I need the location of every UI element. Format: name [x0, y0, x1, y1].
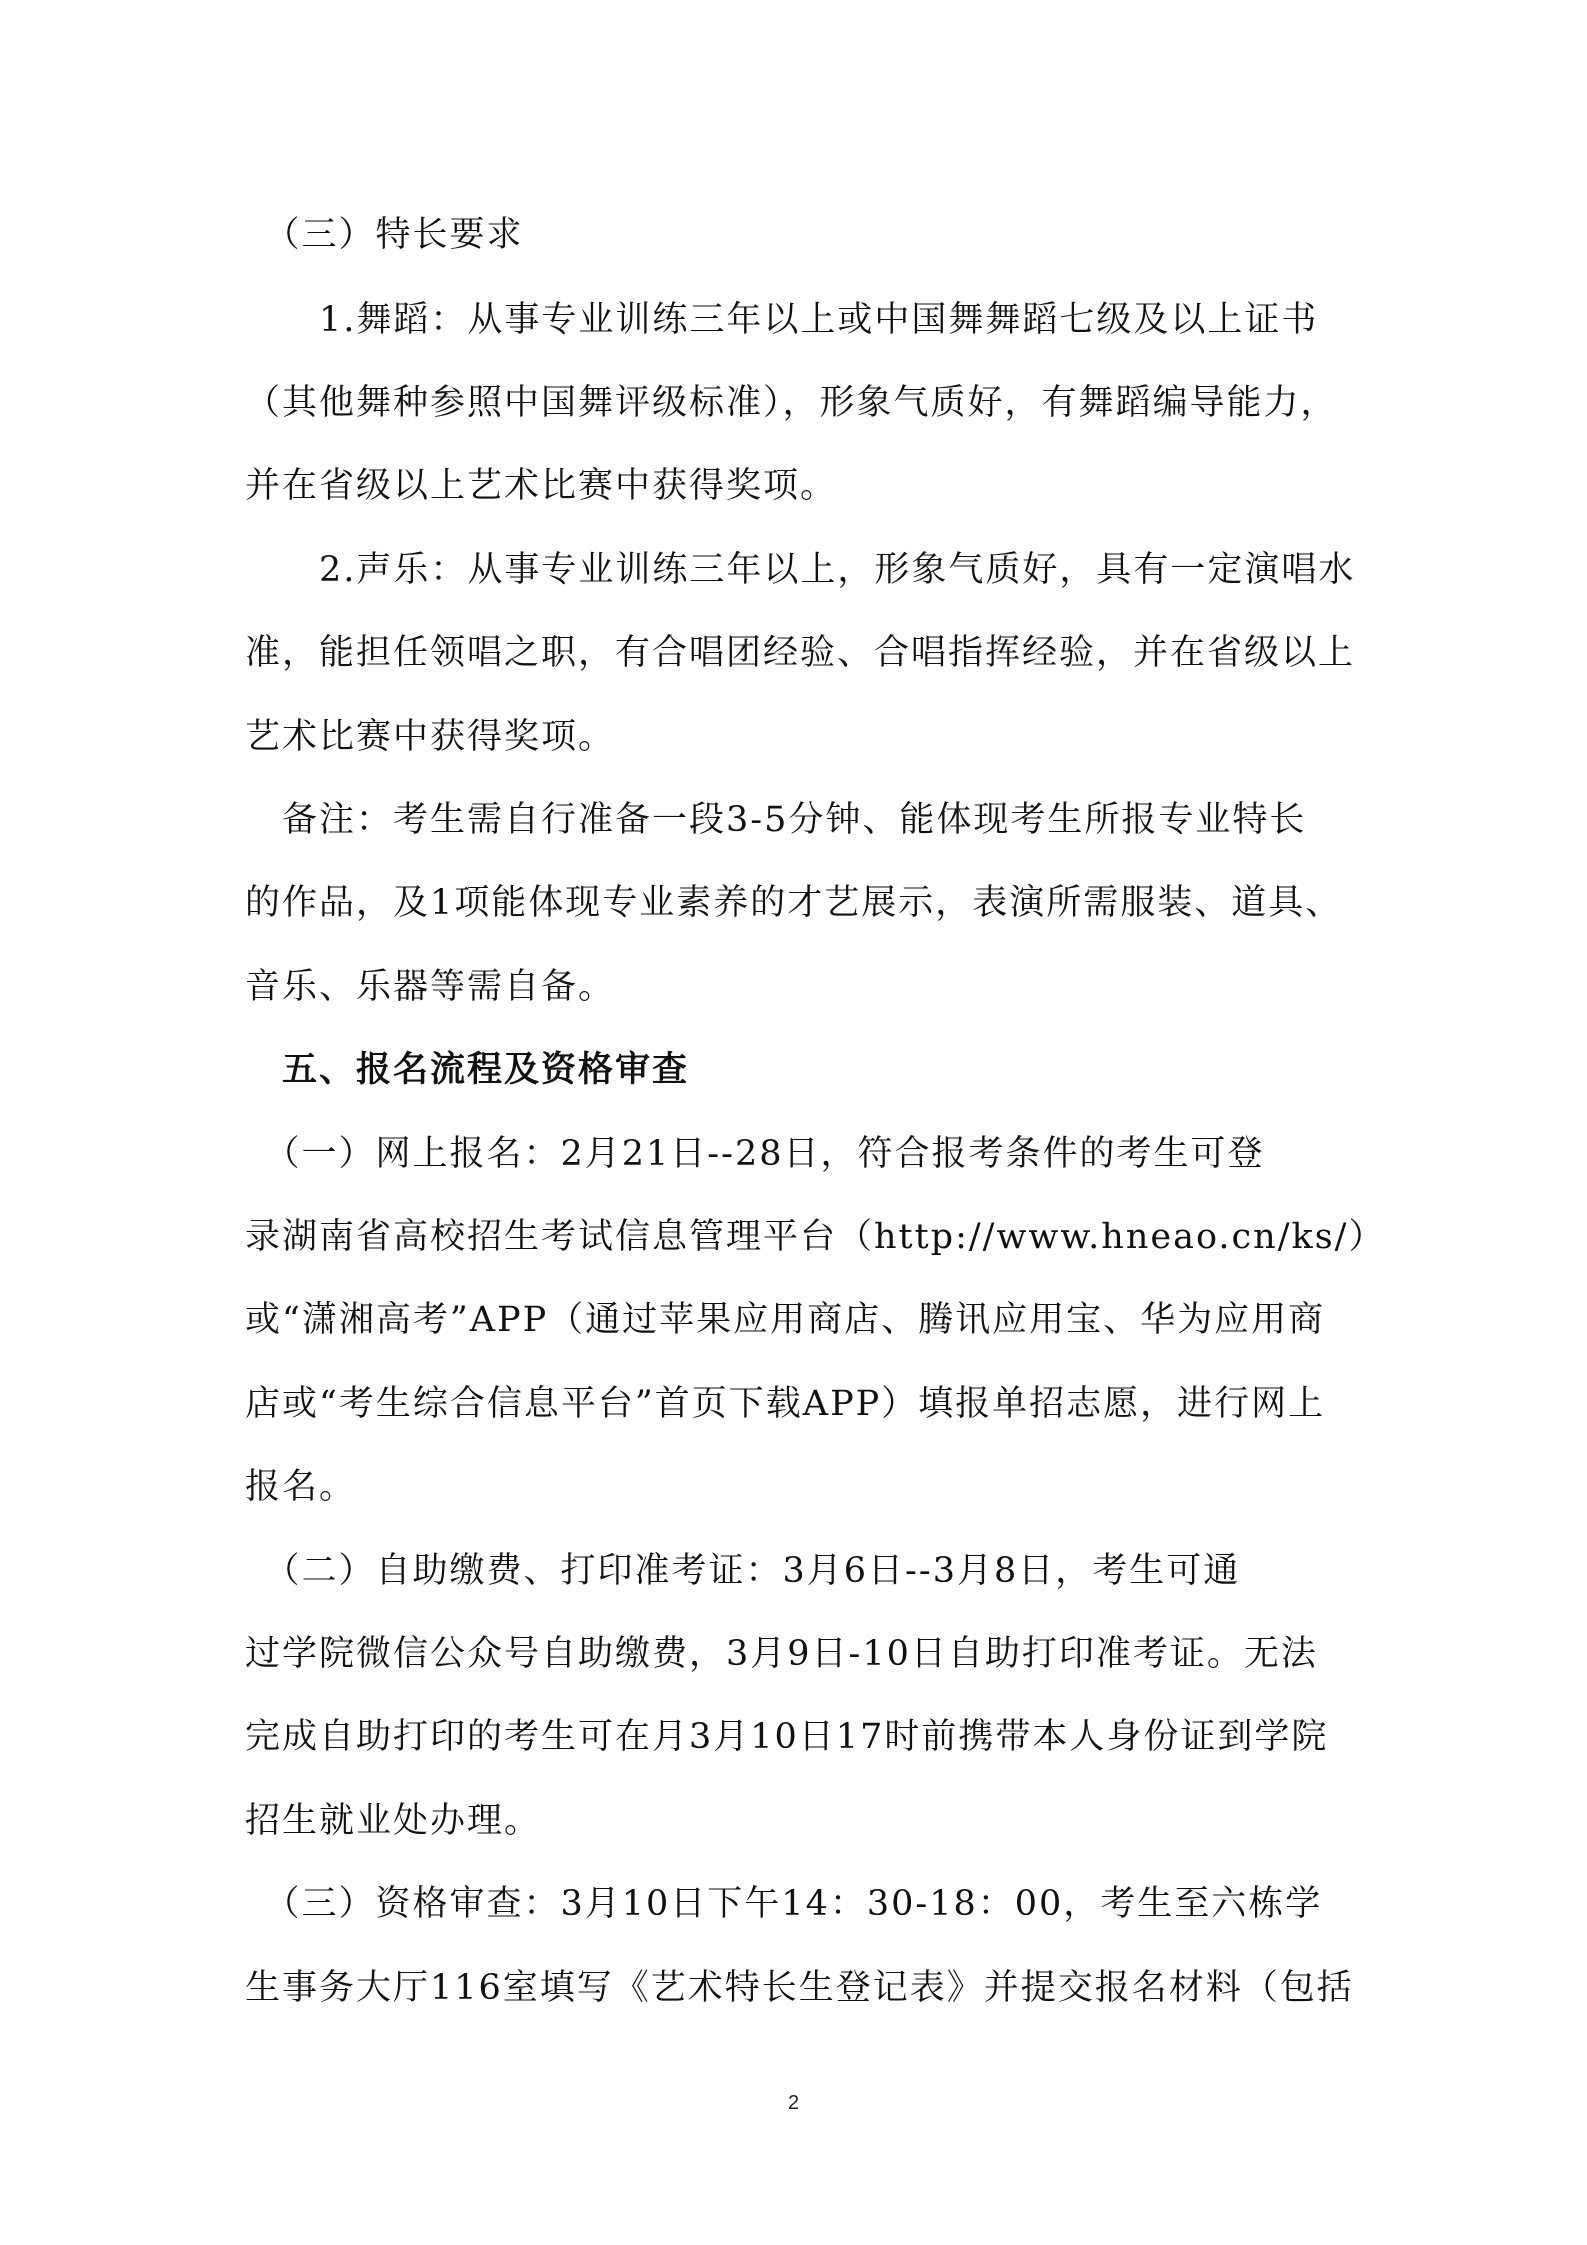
- paragraph-line: 完成自助打印的考生可在月3月10日17时前携带本人身份证到学院: [245, 1717, 1329, 1757]
- paragraph-line: （二）自助缴费、打印准考证：3月6日--3月8日，考生可通: [245, 1551, 1241, 1591]
- paragraph-line: 1.舞蹈：从事专业训练三年以上或中国舞舞蹈七级及以上证书: [245, 300, 1319, 340]
- paragraph-line: 音乐、乐器等需自备。: [245, 967, 616, 1007]
- paragraph-line: 生事务大厅116室填写《艺术特长生登记表》并提交报名材料（包括: [245, 1968, 1354, 2008]
- paragraph-line: （其他舞种参照中国舞评级标准），形象气质好，有舞蹈编导能力，: [245, 383, 1338, 423]
- heading-specialty-requirements: （三）特长要求: [245, 215, 524, 255]
- paragraph-line: 过学院微信公众号自助缴费，3月9日-10日自助打印准考证。无法: [245, 1634, 1318, 1674]
- page-number: 2: [787, 2092, 800, 2114]
- paragraph-line: 招生就业处办理。: [245, 1801, 542, 1841]
- paragraph-line: 并在省级以上艺术比赛中获得奖项。: [245, 466, 838, 506]
- paragraph-line: 报名。: [245, 1467, 357, 1507]
- paragraph-line: 的作品，及1项能体现专业素养的才艺展示，表演所需服装、道具、: [245, 883, 1343, 923]
- paragraph-line: （三）资格审查：3月10日下午14：30-18：00，考生至六栋学: [245, 1884, 1323, 1924]
- paragraph-line: 或“潇湘高考”APP（通过苹果应用商店、腾讯应用宝、华为应用商: [245, 1300, 1326, 1340]
- paragraph-line: 2.声乐：从事专业训练三年以上，形象气质好，具有一定演唱水: [245, 550, 1356, 590]
- paragraph-line: （一）网上报名：2月21日--28日，符合报考条件的考生可登: [245, 1134, 1265, 1174]
- paragraph-line: 备注：考生需自行准备一段3-5分钟、能体现考生所报专业特长: [245, 800, 1307, 840]
- paragraph-line: 店或“考生综合信息平台”首页下载APP）填报单招志愿，进行网上: [245, 1384, 1326, 1424]
- paragraph-line: 准，能担任领唱之职，有合唱团经验、合唱指挥经验，并在省级以上: [245, 633, 1356, 673]
- paragraph-line: 录湖南省高校招生考试信息管理平台（http://www.hneao.cn/ks/）: [245, 1217, 1386, 1257]
- paragraph-line: 艺术比赛中获得奖项。: [245, 717, 616, 757]
- section-heading: 五、报名流程及资格审查: [245, 1049, 690, 1090]
